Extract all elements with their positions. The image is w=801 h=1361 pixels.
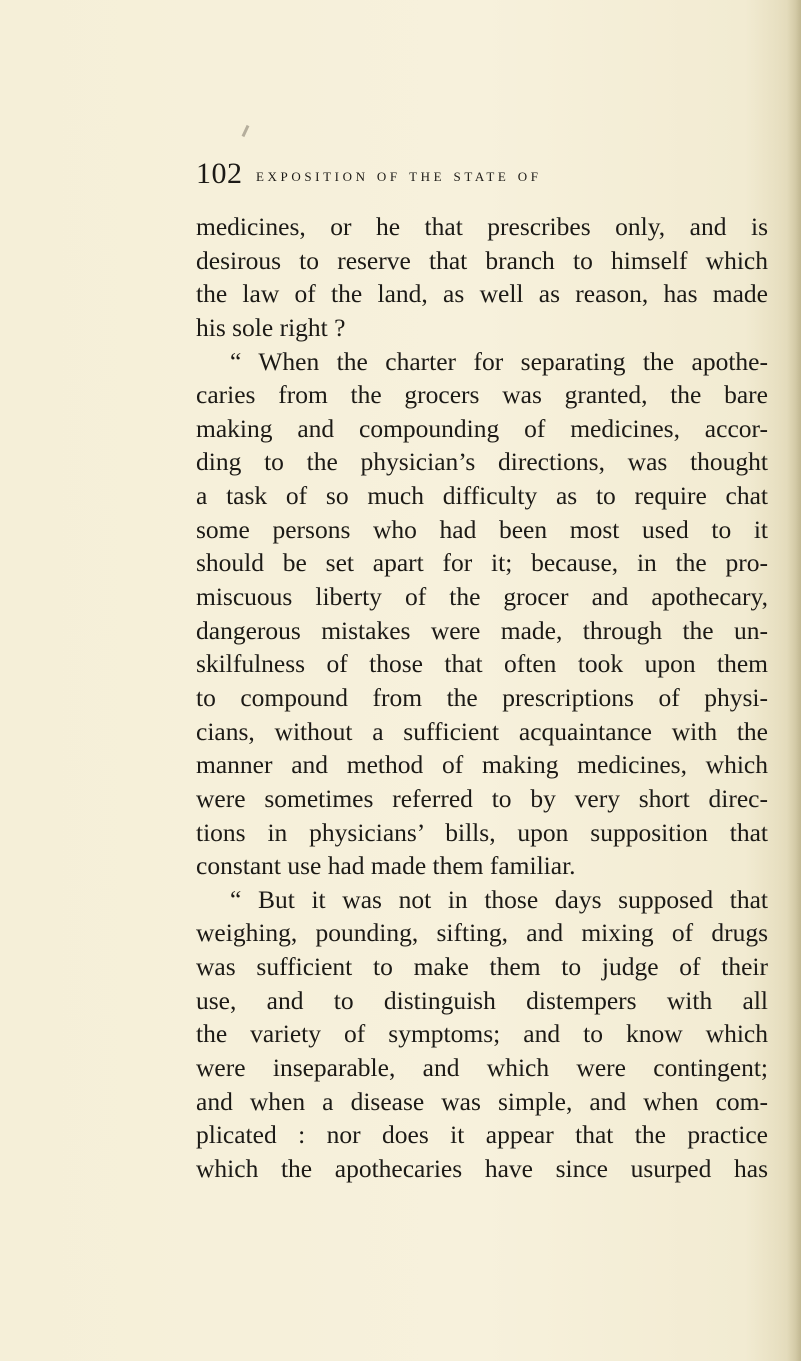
page-edge-shadow <box>787 0 801 1361</box>
text-line: use, and to distinguish distempers with all <box>196 985 768 1015</box>
text-line: “ But it was not in those days supposed that <box>230 884 768 914</box>
text-line: making and compounding of medicines, accor- <box>196 413 768 443</box>
body-text <box>196 210 768 1186</box>
text-line: and when a disease was simple, and when com- <box>196 1086 768 1116</box>
text-line: were sometimes referred to by very short direc- <box>196 783 768 813</box>
text-line: a task of so much difficulty as to require chat <box>196 481 768 511</box>
text-line: some persons who had been most used to it <box>196 514 768 544</box>
text-line: was sufficient to make them to judge of their <box>196 952 768 982</box>
text-line: which the apothecaries have since usurped has <box>196 1153 768 1183</box>
text-line: the variety of symptoms; and to know which <box>196 1019 768 1049</box>
text-line: weighing, pounding, sifting, and mixing of drugs <box>196 918 768 948</box>
text-line: ding to the physician’s directions, was thought <box>196 447 768 477</box>
text-line: miscuous liberty of the grocer and apothecary, <box>196 582 768 612</box>
text-line: “ When the charter for separating the apothe- <box>230 346 768 376</box>
text-line: dangerous mistakes were made, through the un- <box>196 615 768 645</box>
text-line: to compound from the prescriptions of physi- <box>196 682 768 712</box>
text-line: cians, without a sufficient acquaintance with the <box>196 716 768 746</box>
page-header <box>0 154 801 194</box>
ink-mark <box>242 125 250 137</box>
text-line: medicines, or he that prescribes only, and is <box>196 212 768 241</box>
text-line: manner and method of making medicines, which <box>196 750 768 780</box>
text-line: the law of the land, as well as reason, has made <box>196 279 768 309</box>
text-line: tions in physicians’ bills, upon supposition that <box>196 817 768 847</box>
text-line: constant use had made them familiar. <box>196 851 576 881</box>
text-line: skilfulness of those that often took upon them <box>196 649 768 679</box>
page-number: 102 <box>196 157 243 190</box>
running-head: exposition of the state of <box>256 165 542 186</box>
text-line: should be set apart for it; because, in the pro- <box>196 548 768 578</box>
text-line: desirous to reserve that branch to himself which <box>196 245 768 275</box>
text-line: plicated : nor does it appear that the practice <box>196 1120 768 1150</box>
text-line: his sole right ? <box>196 312 346 342</box>
text-line: were inseparable, and which were contingent; <box>196 1053 768 1083</box>
text-line: caries from the grocers was granted, the bare <box>196 380 768 410</box>
